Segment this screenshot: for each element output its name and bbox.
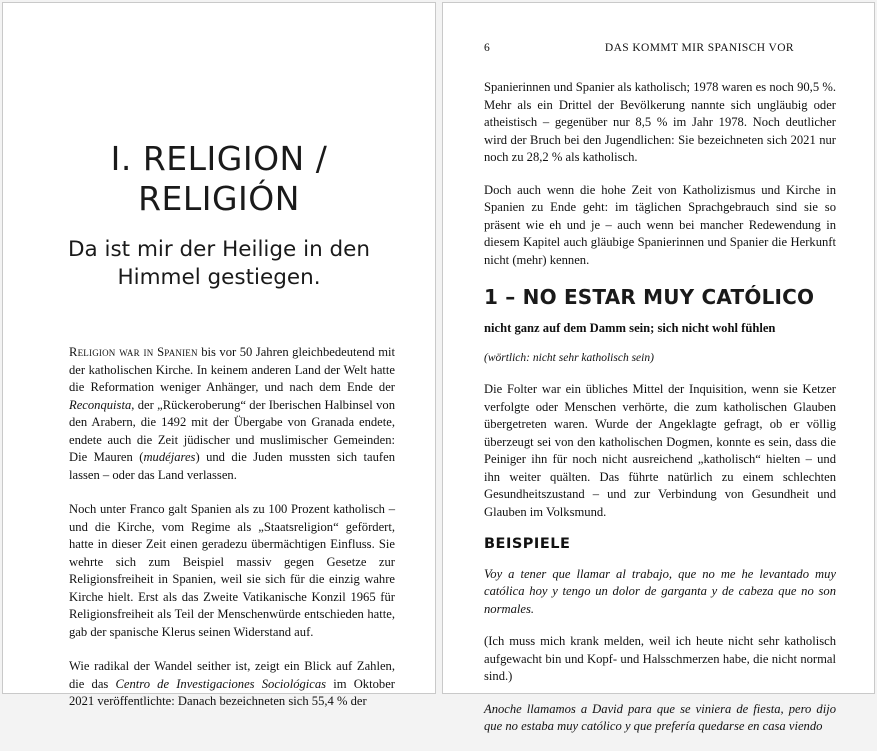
page-number: 6 [484, 42, 491, 54]
paragraph-3-text-b: im Oktober 2021 veröffentlichte: Danach bezeichneten sich 55,4 % der [69, 676, 395, 708]
right-page [442, 2, 875, 733]
paragraph-1-text-a: bis vor 50 Jahren gleichbedeutend mit der katholischen Kirche. In keinem anderen Land der Welt hatte die Reformation weniger Anhänger, und nach dem Ende der [69, 345, 395, 394]
examples-heading: BEISPIELE [484, 536, 571, 552]
phrase-meaning: nicht ganz auf dem Damm sein; sich nicht wohl fühlen [484, 321, 776, 335]
right-paragraph-2: Doch auch wenn die hohe Zeit von Katholizismus und Kirche in Spanien zu Ende geht: im täglichen Sprachgebrauch sind sie so präsent wie eh und je – auch wenn bei mancher Redewendung in diesem Kapitel auch gläubige Spanierinnen und Spanier die Herkunft nicht (mehr) kennen. [484, 182, 836, 267]
italic-mudejares: mudéjares [143, 450, 196, 464]
chapter-title [3, 139, 435, 219]
paragraph-1 [69, 344, 395, 484]
italic-reconquista: Reconquista [69, 397, 132, 412]
example-1-german: (Ich muss mich krank melden, weil ich heute nicht sehr katholisch aufgewacht bin und Kopf- und Halsschmerzen habe, die nicht normal sind.) [484, 634, 836, 683]
right-body-text [484, 79, 836, 751]
example-1-spanish: Voy a tener que llamar al trabajo, que no me he levantado muy católica hoy y tengo un dolor de garganta y de cabeza que no son normales. [484, 566, 836, 616]
paragraph-1-text-b: , der „Rückeroberung“ der Iberischen Halbinsel von den Arabern, die 1492 mit der Übergabe von Granada endete, endete auch die Zeit jüdischer und muslimischer Gemeinden: Die Mauren ( [69, 397, 395, 464]
example-2-spanish: Anoche llamamos a David para que se viniera de fiesta, pero dijo que no estaba muy católico y que prefería quedarse en casa viendo [484, 701, 836, 733]
right-paragraph-3: Die Folter war ein übliches Mittel der Inquisition, wenn sie Ketzer verfolgte oder Menschen verhörte, die zum katholischen Glauben übergetreten waren. Wurde der Angeklagte gefragt, ob er völlig überzeugt sei von den katholischen Dogmen, konnte es sein, dass die Peiniger ihn für noch nicht ausreichend „katholisch“ hielten – und ihn weiter quälten. Das führte natürlich zu einem schlechten Gesundheitszustand – und zur Verbindung von Gesundheit und Glauben im Volksmund. [484, 382, 836, 519]
smallcaps-lead: Religion war in Spanien [69, 345, 198, 359]
paragraph-2: Noch unter Franco galt Spanien als zu 100 Prozent katholisch – und die Kirche, vom Regime als „Staatsreligion“ gefördert, hatte in dieser Zeit einen geradezu übermächtigen Einfluss. Sie wehrte sich zum Beispiel massiv gegen Gesetze zur Religionsfreiheit in Spanien, weil sie sich für die einzig wahre Kirche hielt. Erst als das Zweite Vatikanische Konzil 1965 für Religionsfreiheit als Teil der Menschenwürde entschieden hatte, gab der spanische Klerus seinen Widerstand auf. [69, 502, 395, 639]
chapter-title-line-1: I. RELIGION / [110, 139, 328, 178]
phrase-literal: (wörtlich: nicht sehr katholisch sein) [484, 352, 654, 364]
chapter-subtitle: Da ist mir der Heilige in den Himmel gestiegen. [67, 237, 371, 290]
chapter-title-line-2: RELIGIÓN [138, 179, 300, 218]
paragraph-3 [69, 658, 395, 711]
section-heading: 1 – NO ESTAR MUY CATÓLICO [484, 285, 815, 309]
right-paragraph-1: Spanierinnen und Spanier als katholisch; 1978 waren es noch 90,5 %. Mehr als ein Drittel der Bevölkerung nannte sich ungläubig oder atheistisch – gegenüber nur 8,5 % im Jahr 1978. Noch deutlicher wird der Bruch bei den Jugendlichen: Sie bezeichneten sich 2021 nur noch zu 28,2 % als katholisch. [484, 80, 836, 164]
italic-cis: Centro de Investigaciones Sociológicas [115, 676, 327, 691]
paragraph-3-text-a: Wie radikal der Wandel seither ist, zeigt ein Blick auf Zahlen, die das [69, 659, 395, 691]
left-page [2, 2, 436, 708]
running-title: DAS KOMMT MIR SPANISCH VOR [604, 42, 794, 54]
left-body-text [69, 344, 395, 728]
paragraph-1-text-c: ) und die Juden mussten sich taufen lassen – oder das Land verlassen. [69, 450, 395, 482]
